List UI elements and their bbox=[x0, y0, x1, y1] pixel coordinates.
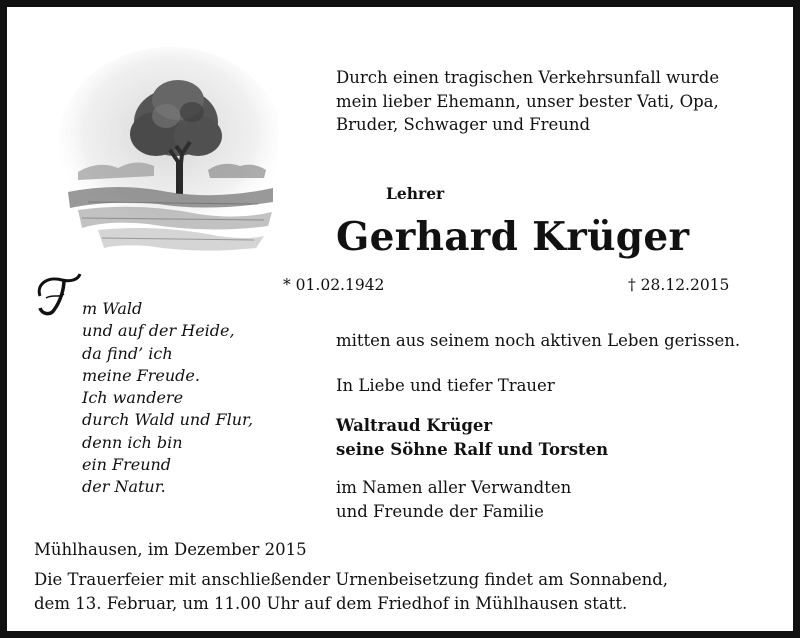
ceremony-info bbox=[34, 568, 668, 615]
poem-line: meine Freude. bbox=[82, 365, 200, 385]
relatives-line: und Freunde der Familie bbox=[336, 501, 544, 521]
family-line: seine Söhne Ralf und Torsten bbox=[336, 440, 609, 459]
poem-line: Ich wandere bbox=[82, 388, 184, 408]
poem-line: und auf der Heide, bbox=[82, 321, 235, 341]
poem-line: denn ich bin bbox=[82, 432, 183, 452]
poem-line: m Wald bbox=[82, 299, 143, 318]
relatives-text bbox=[336, 476, 571, 523]
tree-landscape-sketch-icon bbox=[58, 42, 278, 262]
deceased-name: Gerhard Krüger bbox=[336, 214, 690, 260]
mourning-text: In Liebe und tiefer Trauer bbox=[336, 376, 555, 395]
family-names bbox=[336, 414, 608, 462]
intro-line: Bruder, Schwager und Freund bbox=[336, 115, 591, 134]
birth-date: * 01.02.1942 bbox=[283, 276, 385, 294]
death-date: † 28.12.2015 bbox=[628, 276, 730, 294]
relatives-line: im Namen aller Verwandten bbox=[336, 478, 572, 497]
poem-line: der Natur. bbox=[82, 477, 166, 497]
family-line: Waltraud Krüger bbox=[336, 416, 493, 435]
poem bbox=[82, 298, 253, 499]
poem-line: durch Wald und Flur, bbox=[82, 410, 254, 430]
poem-line: ein Freund bbox=[82, 455, 172, 475]
profession-title: Lehrer bbox=[386, 184, 445, 203]
poem-line: da find’ ich bbox=[82, 343, 173, 363]
intro-line: Durch einen tragischen Verkehrsunfall wurde bbox=[336, 68, 720, 87]
torn-away-text: mitten aus seinem noch aktiven Leben gerissen. bbox=[336, 331, 741, 350]
place-date: Mühlhausen, im Dezember 2015 bbox=[34, 540, 307, 559]
intro-text bbox=[336, 66, 719, 137]
intro-line: mein lieber Ehemann, unser bester Vati, Opa, bbox=[336, 91, 719, 111]
ceremony-line: Die Trauerfeier mit anschließender Urnenbeisetzung findet am Sonnabend, bbox=[34, 570, 669, 589]
ceremony-line: dem 13. Februar, um 11.00 Uhr auf dem Friedhof in Mühlhausen statt. bbox=[34, 593, 628, 613]
poem-initial-letter bbox=[34, 268, 84, 318]
